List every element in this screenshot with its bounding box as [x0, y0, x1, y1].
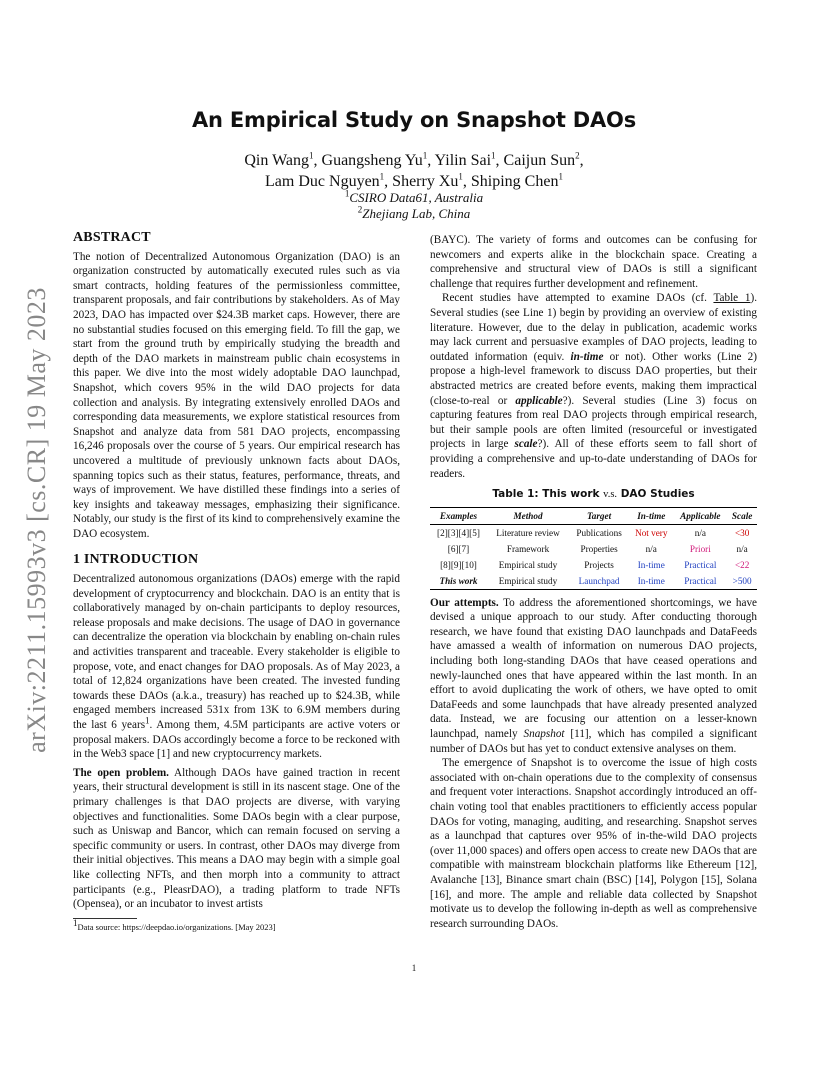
author-name: Guangsheng Yu [321, 152, 423, 169]
affiliation-2: $^2$Zhejiang Lab, China [357, 204, 471, 221]
introduction-heading: 1 INTRODUCTION [73, 552, 199, 568]
column-header: Examples [430, 507, 487, 524]
abstract-heading: ABSTRACT [73, 230, 151, 245]
author-block [0, 150, 828, 192]
authors-line-2: Lam Duc Nguyen$^1$, Sherry Xu$^1$, Shiping Chen$^1$ [265, 171, 563, 190]
footnote: $^1$Data source: https://deepdao.io/organizations. [May 2023] [73, 917, 276, 932]
author-name: Yilin Sai [434, 152, 492, 169]
arxiv-id: arXiv:2211.15993v3 [cs.CR] 19 May 2023 [22, 287, 51, 753]
footnote-rule [73, 918, 137, 919]
authors-line-1: Qin Wang$^1$, Guangsheng Yu$^1$, Yilin Sai$^1$, Caijun Sun$^2$, [244, 150, 584, 169]
intro-paragraph-1: Decentralized autonomous organizations (DAOs) emerge with the rapid development of cryptocurrency and blockchain. DAO is an entity that is collaboratively managed by on-chain participants to deploy resources, release proposals and make decisions. The usage of DAO in governance can decentralize the operation via blockchain by enabling on-chain rules and activities transparent and traceable. Every stakeholder is eligible to propose, vote, and enact changes for DAO proposals. As of May 2023, a total of 12,824 organizations have been created. The invested funding towards these DAOs (a.k.a., treasury) has reached up to $24.3B, while engaged members increased 531x from 13K to 6.9M members during the last 6 years$^1$. Among them, 4.5M participants are active voters or proposal makers. DAOs accordingly become a force to be reckoned with in the Web3 space [1] and new cryptocurrency markets. [73, 573, 400, 761]
column-header: Method [487, 507, 569, 524]
table-row: [8][9][10] Empirical study Projects In-time Practical <22 [440, 559, 750, 570]
right-paragraph-3: Our attempts. To address the aforementioned shortcomings, we have devised a unique approach to our study. After conducting thorough research, we have found that existing DAO launchpads and DataFeeds have amassed a wealth of information on numerous DAO projects, including both long-standing DAOs that have ceased operations and newly-launched ones that have appeared within the last month. In an effort to avoid duplicating the work of others, we have opted to omit DataFeeds and some launchpads that have already presented analyzed data. Instead, we are focusing our attention on a lesser-known launchpad, namely Snapshot [11], which has compiled a significant number of DAOs but has yet to conduct extensive analyses on them. [430, 596, 757, 755]
paper-title: An Empirical Study on Snapshot DAOs [191, 108, 637, 132]
table-caption: Table 1: This work v.s. DAO Studies [492, 488, 695, 501]
table-1-link[interactable]: Table 1 [713, 292, 751, 305]
author-name: Lam Duc Nguyen [265, 173, 380, 190]
column-header: Scale [727, 507, 757, 524]
right-paragraph-4: The emergence of Snapshot is to overcome the issue of high costs associated with on-chain operations due to the complexity of consensus and frequent voter interactions. Snapshot accordingly introduced an off-chain voting tool that enables practitioners to efficiently access popular DAOs for voting, managing, auditing, and researching. Snapshot serves as a launchpad that captures over 95% of in-the-wild DAO projects (over 11,000 spaces) and offers open access to create new DAOs that are compatible with mainstream blockchain platforms like Ethereum [12], Avalanche [13], Binance smart chain (BSC) [14], Polygon [15], Solana [16], and more. The ample and reliable data collected by Snapshot motivate us to develop the following in-depth as well as comprehensive research surrounding DAOs. [430, 757, 757, 930]
affiliation-1: $^1$CSIRO Data61, Australia [344, 188, 484, 205]
arxiv-sidebar-stamp [22, 270, 52, 770]
author-name: Sherry Xu [392, 173, 459, 190]
author-name: Caijun Sun [503, 152, 576, 169]
intro-paragraph-2: The open problem. Although DAOs have gained traction in recent years, their structural development is still in its nascent stage. One of the primary challenges is that DAO projects are diverse, with varying objectives and functionalities. Some DAOs begin with a clear purpose, such as Uniswap and Bancor, which can remain focused on serving a specific community or users. In contrast, other DAOs may diverge from their initial objectives. This means a DAO may begin with a simple goal like collecting NFTs, and then morph into a community to attract participants (e.g., PleasrDAO), a trading platform to trade NFTs (Opensea), or an incubator to invest artists [73, 766, 400, 911]
table-row: [2][3][4][5] Literature review Publications Not very n/a <30 [437, 527, 750, 538]
page-number: 1 [411, 963, 417, 973]
run-in-heading: Our attempts. [430, 596, 499, 609]
comparison-table [430, 507, 757, 590]
left-column [73, 231, 400, 933]
right-paragraph-2: Recent studies have attempted to examine DAOs (cf. Table 1). Several studies (see Line 1) begin by providing an overview of existing literature. However, due to the delay in publication, academic works may lack current and persuasive examples of DAO projects, leading to outdated information (equiv. in-time or not). Other works (Line 2) propose a high-level framework to discuss DAO properties, but their abstracted metrics are created before events, making them impractical (close-to-real or applicable?). Several studies (Line 3) focus on capturing features from real DAO projects through empirical research, but their sample pools are often limited (resourceful or investigated projects in large scale?). All of these efforts seem to fall short of providing a comprehensive and up-to-date understanding of DAOs for readers. [430, 292, 758, 480]
right-paragraph-1: (BAYC). The variety of forms and outcomes can be confusing for newcomers and experts alike in the blockchain space. Creating a comprehensive and structural view of DAOs is still a significant challenge that requires further development and refinement. [430, 234, 757, 290]
author-name: Qin Wang [244, 152, 310, 169]
footnote-marker: 1 [145, 715, 150, 726]
column-header: Target [569, 507, 629, 524]
author-name: Shiping Chen [470, 173, 559, 190]
table-row: [6][7] Framework Properties n/a Priori n/a [447, 543, 748, 554]
column-header: Applicable [673, 507, 727, 524]
abstract-text: The notion of Decentralized Autonomous Organization (DAO) is an organization constructed by automatically executed rules such as via smart contracts, holding features of the permissionless committee, transparent proposals, and fair contributions by stakeholders. As of May 2023, DAO has impacted over $24.3B market caps. However, there are no substantial studies focused on this emerging field. To fill the gap, we start from the ground truth by empirically studying the breadth and depth of the DAO markets in mainstream public chain ecosystems in this paper. We dive into the most widely adoptable DAO launchpad, Snapshot, which covers 95% in the wild DAO projects for data collection and analysis. By integrating extensively enrolled DAOs and corresponding data measurements, we explore statistical resources from Snapshot and analyze data from 581 DAO projects, encompassing 16,246 proposals over the course of 5 years. Our empirical research has uncovered a multitude of previously unknown facts about DAOs, spanning topics such as their status, features, performance, threats, and ways of improvement. We have distilled these findings into a series of key insights and takeaway messages, emphasizing their significance. Notably, our study is the first of its kind to comprehensively examine the DAO ecosystem. [73, 250, 400, 540]
table-row: This work Empirical study Launchpad In-time Practical >500 [430, 573, 757, 590]
column-header: In-time [629, 507, 673, 524]
table-header-row [430, 507, 757, 524]
run-in-heading: The open problem. [73, 766, 169, 779]
right-column [430, 233, 757, 931]
